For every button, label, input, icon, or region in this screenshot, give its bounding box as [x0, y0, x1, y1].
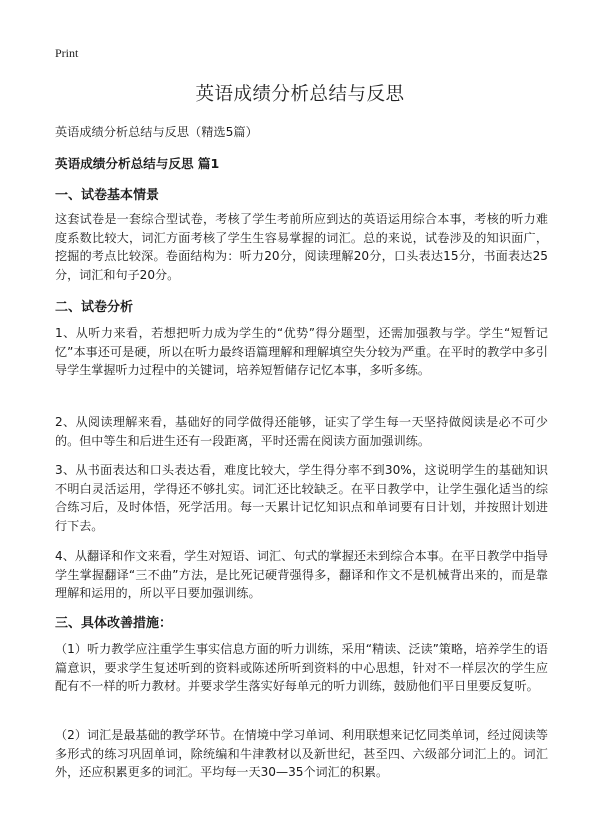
paragraph-measure-listening: （1）听力教学应注重学生事实信息方面的听力训练，采用“精读、泛读”策略，培养学生的语篇意识，要求学生复述听到的资料或陈述所听到资料的中心思想，针对不一样层次的学生应配有不一样的听力教材。并要求学生落实好每单元的听力训练，鼓励他们平日里要反复听。	[55, 642, 548, 694]
section-heading-basic-info: 一、试卷基本情景	[55, 188, 160, 203]
paragraph-analysis-listening: 1、从听力来看，若想把听力成为学生的“优势”得分题型，还需加强教与学。学生“短暂记忆”本事还可是硬，所以在听力最终语篇理解和理解填空失分较为严重。在平时的教学中多引导学生掌握听力过程中的关键词，培养短暂储存记忆本事，多听多练。	[55, 326, 548, 378]
paragraph-analysis-translation: 4、从翻译和作文来看，学生对短语、词汇、句式的掌握还未到综合本事。在平日教学中指导学生掌握翻译“三不曲”方法，是比死记硬背强得多，翻译和作文不是机械背出来的，而是靠理解和运用的，所以平日要加强训练。	[55, 549, 548, 601]
paragraph-basic-info: 这套试卷是一套综合型试卷，考核了学生考前所应到达的英语运用综合本事，考核的听力难度系数比较大，词汇方面考核了学生生容易掌握的词汇。总的来说，试卷涉及的知识面广，挖掘的考点比较深。卷面结构为：听力20分，阅读理解20分，口头表达15分，书面表达25分，词汇和句子20分。	[55, 212, 548, 282]
page-title: 英语成绩分析总结与反思	[195, 84, 405, 105]
doc-subtitle: 英语成绩分析总结与反思（精选5篇）	[55, 125, 258, 139]
section-heading-measures: 三、具体改善措施：	[55, 616, 173, 631]
paragraph-analysis-writing: 3、从书面表达和口头表达看，难度比较大，学生得分率不到30%，这说明学生的基础知识不明白灵活运用，学得还不够扎实。词汇还比较缺乏。在平日教学中，让学生强化适当的综合练习后，及时体悟，死学活用。每一天累计记忆知识点和单词要有日计划，并按照计划进行下去。	[55, 463, 548, 533]
paragraph-analysis-reading: 2、从阅读理解来看，基础好的同学做得还能够，证实了学生每一天坚持做阅读是必不可少的。但中等生和后进生还有一段距离，平时还需在阅读方面加强训练。	[55, 415, 548, 448]
paragraph-measure-vocabulary: （2）词汇是最基础的教学环节。在情境中学习单词、利用联想来记忆同类单词，经过阅读等多形式的练习巩固单词，除统编和牛津教材以及新世纪，甚至四、六级部分词汇上的。词汇外，还应积累更多的词汇。平均每一天30—35个词汇的积累。	[55, 728, 548, 780]
section-heading-analysis: 二、试卷分析	[55, 300, 134, 315]
print-label[interactable]: Print	[55, 46, 79, 60]
article-heading: 英语成绩分析总结与反思 篇1	[55, 156, 220, 171]
